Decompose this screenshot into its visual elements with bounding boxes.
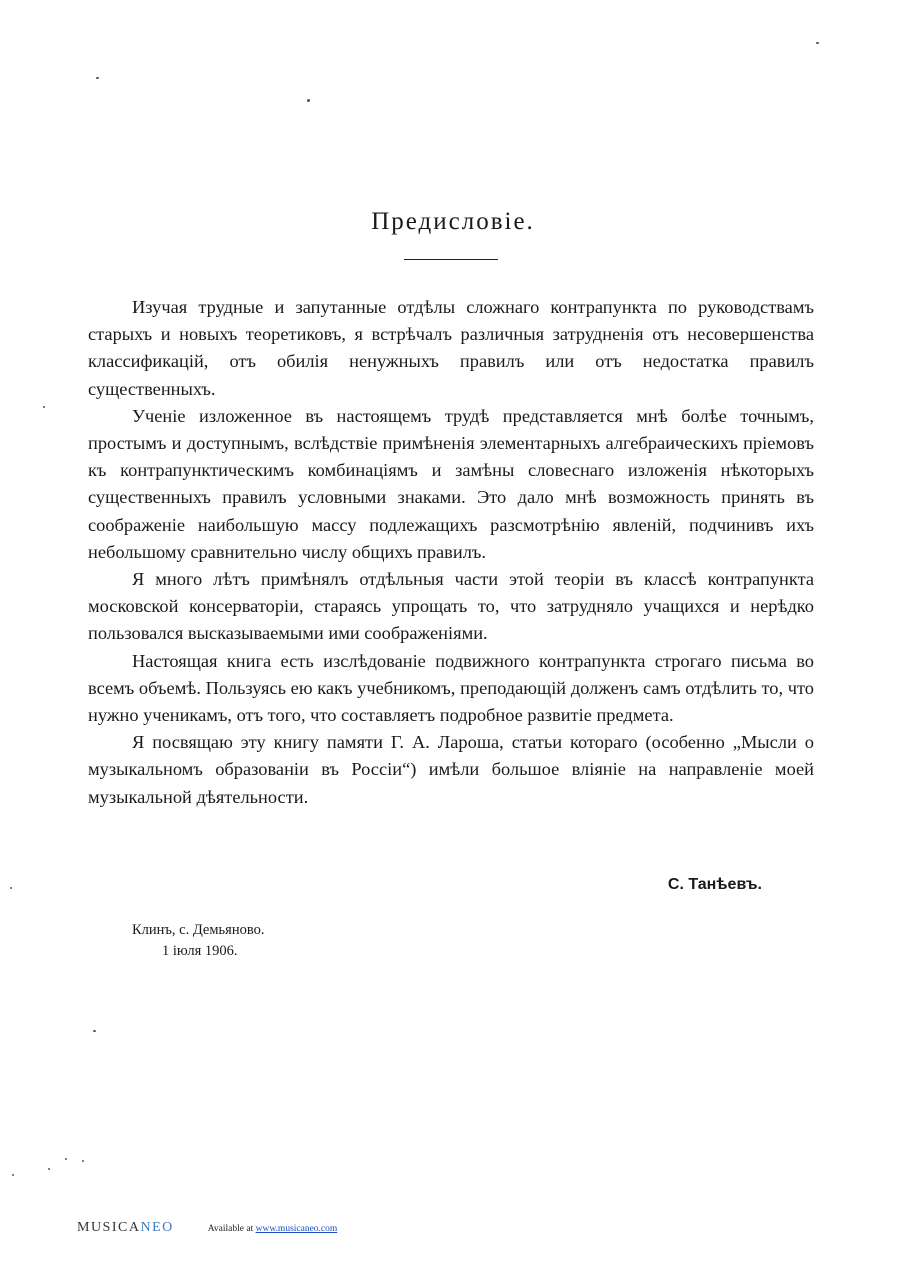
paragraph: Ученіе изложенное въ настоящемъ трудѣ представляется мнѣ болѣе точнымъ, простымъ и доступнымъ, вслѣдствіе примѣненія элементарныхъ алгебраическихъ пріемовъ къ контрапунктическимъ комбинаціямъ и замѣны словеснаго изложенія нѣкоторыхъ существенныхъ правилъ условными знаками. Это дало мнѣ возможность принять въ соображеніе наибольшую массу подлежащихъ разсмотрѣнію явленій, подчинивъ ихъ небольшому сравнительно числу общихъ правилъ. (88, 405, 814, 562)
preface-body (88, 294, 814, 811)
page-title: Предисловіе. (371, 208, 535, 235)
availability-note (208, 1224, 338, 1234)
paragraph: Изучая трудные и запутанные отдѣлы сложнаго контрапункта по руководствамъ старыхъ и новыхъ теоретиковъ, я встрѣчалъ различныя затрудненія отъ несовершенства классификацій, отъ обилія ненужныхъ правилъ или отъ недостатка правилъ существенныхъ. (88, 297, 814, 399)
date: 1 іюля 1906. (162, 943, 238, 959)
footer (77, 1220, 337, 1236)
author-signature: С. Танѣевъ. (667, 876, 762, 893)
logo-main: MUSICA (77, 1220, 141, 1235)
scan-speck (96, 77, 99, 79)
title-rule (404, 259, 498, 260)
paragraph: Я посвящаю эту книгу памяти Г. А. Лароша, статьи котораго (особенно „Мысли о музыкальномъ образованіи въ Россіи“) имѣли большое вліяніе на направленіе моей музыкальной дѣятельности. (88, 732, 814, 807)
scan-speck (307, 99, 310, 102)
musicaneo-link[interactable]: www.musicaneo.com (255, 1224, 338, 1234)
scan-speck (10, 887, 12, 889)
available-text: Available at (207, 1224, 254, 1234)
place-and-date (132, 920, 264, 962)
scan-speck (12, 1174, 14, 1176)
musicaneo-logo (77, 1220, 174, 1236)
place: Клинъ, с. Демьяново. (132, 922, 265, 938)
scan-speck (82, 1160, 84, 1162)
scan-speck (93, 1030, 96, 1032)
paragraph: Настоящая книга есть изслѣдованіе подвижного контрапункта строгаго письма во всемъ объемѣ. Пользуясь ею какъ учебникомъ, преподающій долженъ самъ отдѣлить то, что нужно ученикамъ, отъ того, что составляетъ подробное развитіе предмета. (88, 650, 814, 726)
scan-speck (43, 406, 45, 408)
scan-speck (816, 42, 819, 44)
scan-speck (48, 1168, 50, 1170)
logo-accent: NEO (140, 1220, 174, 1235)
paragraph: Я много лѣтъ примѣнялъ отдѣльныя части этой теоріи въ классѣ контрапункта московской консерваторіи, стараясь упрощать то, что затрудняло учащихся и нерѣдко пользовался высказываемыми ими соображеніями. (88, 569, 814, 644)
scan-speck (65, 1158, 67, 1160)
